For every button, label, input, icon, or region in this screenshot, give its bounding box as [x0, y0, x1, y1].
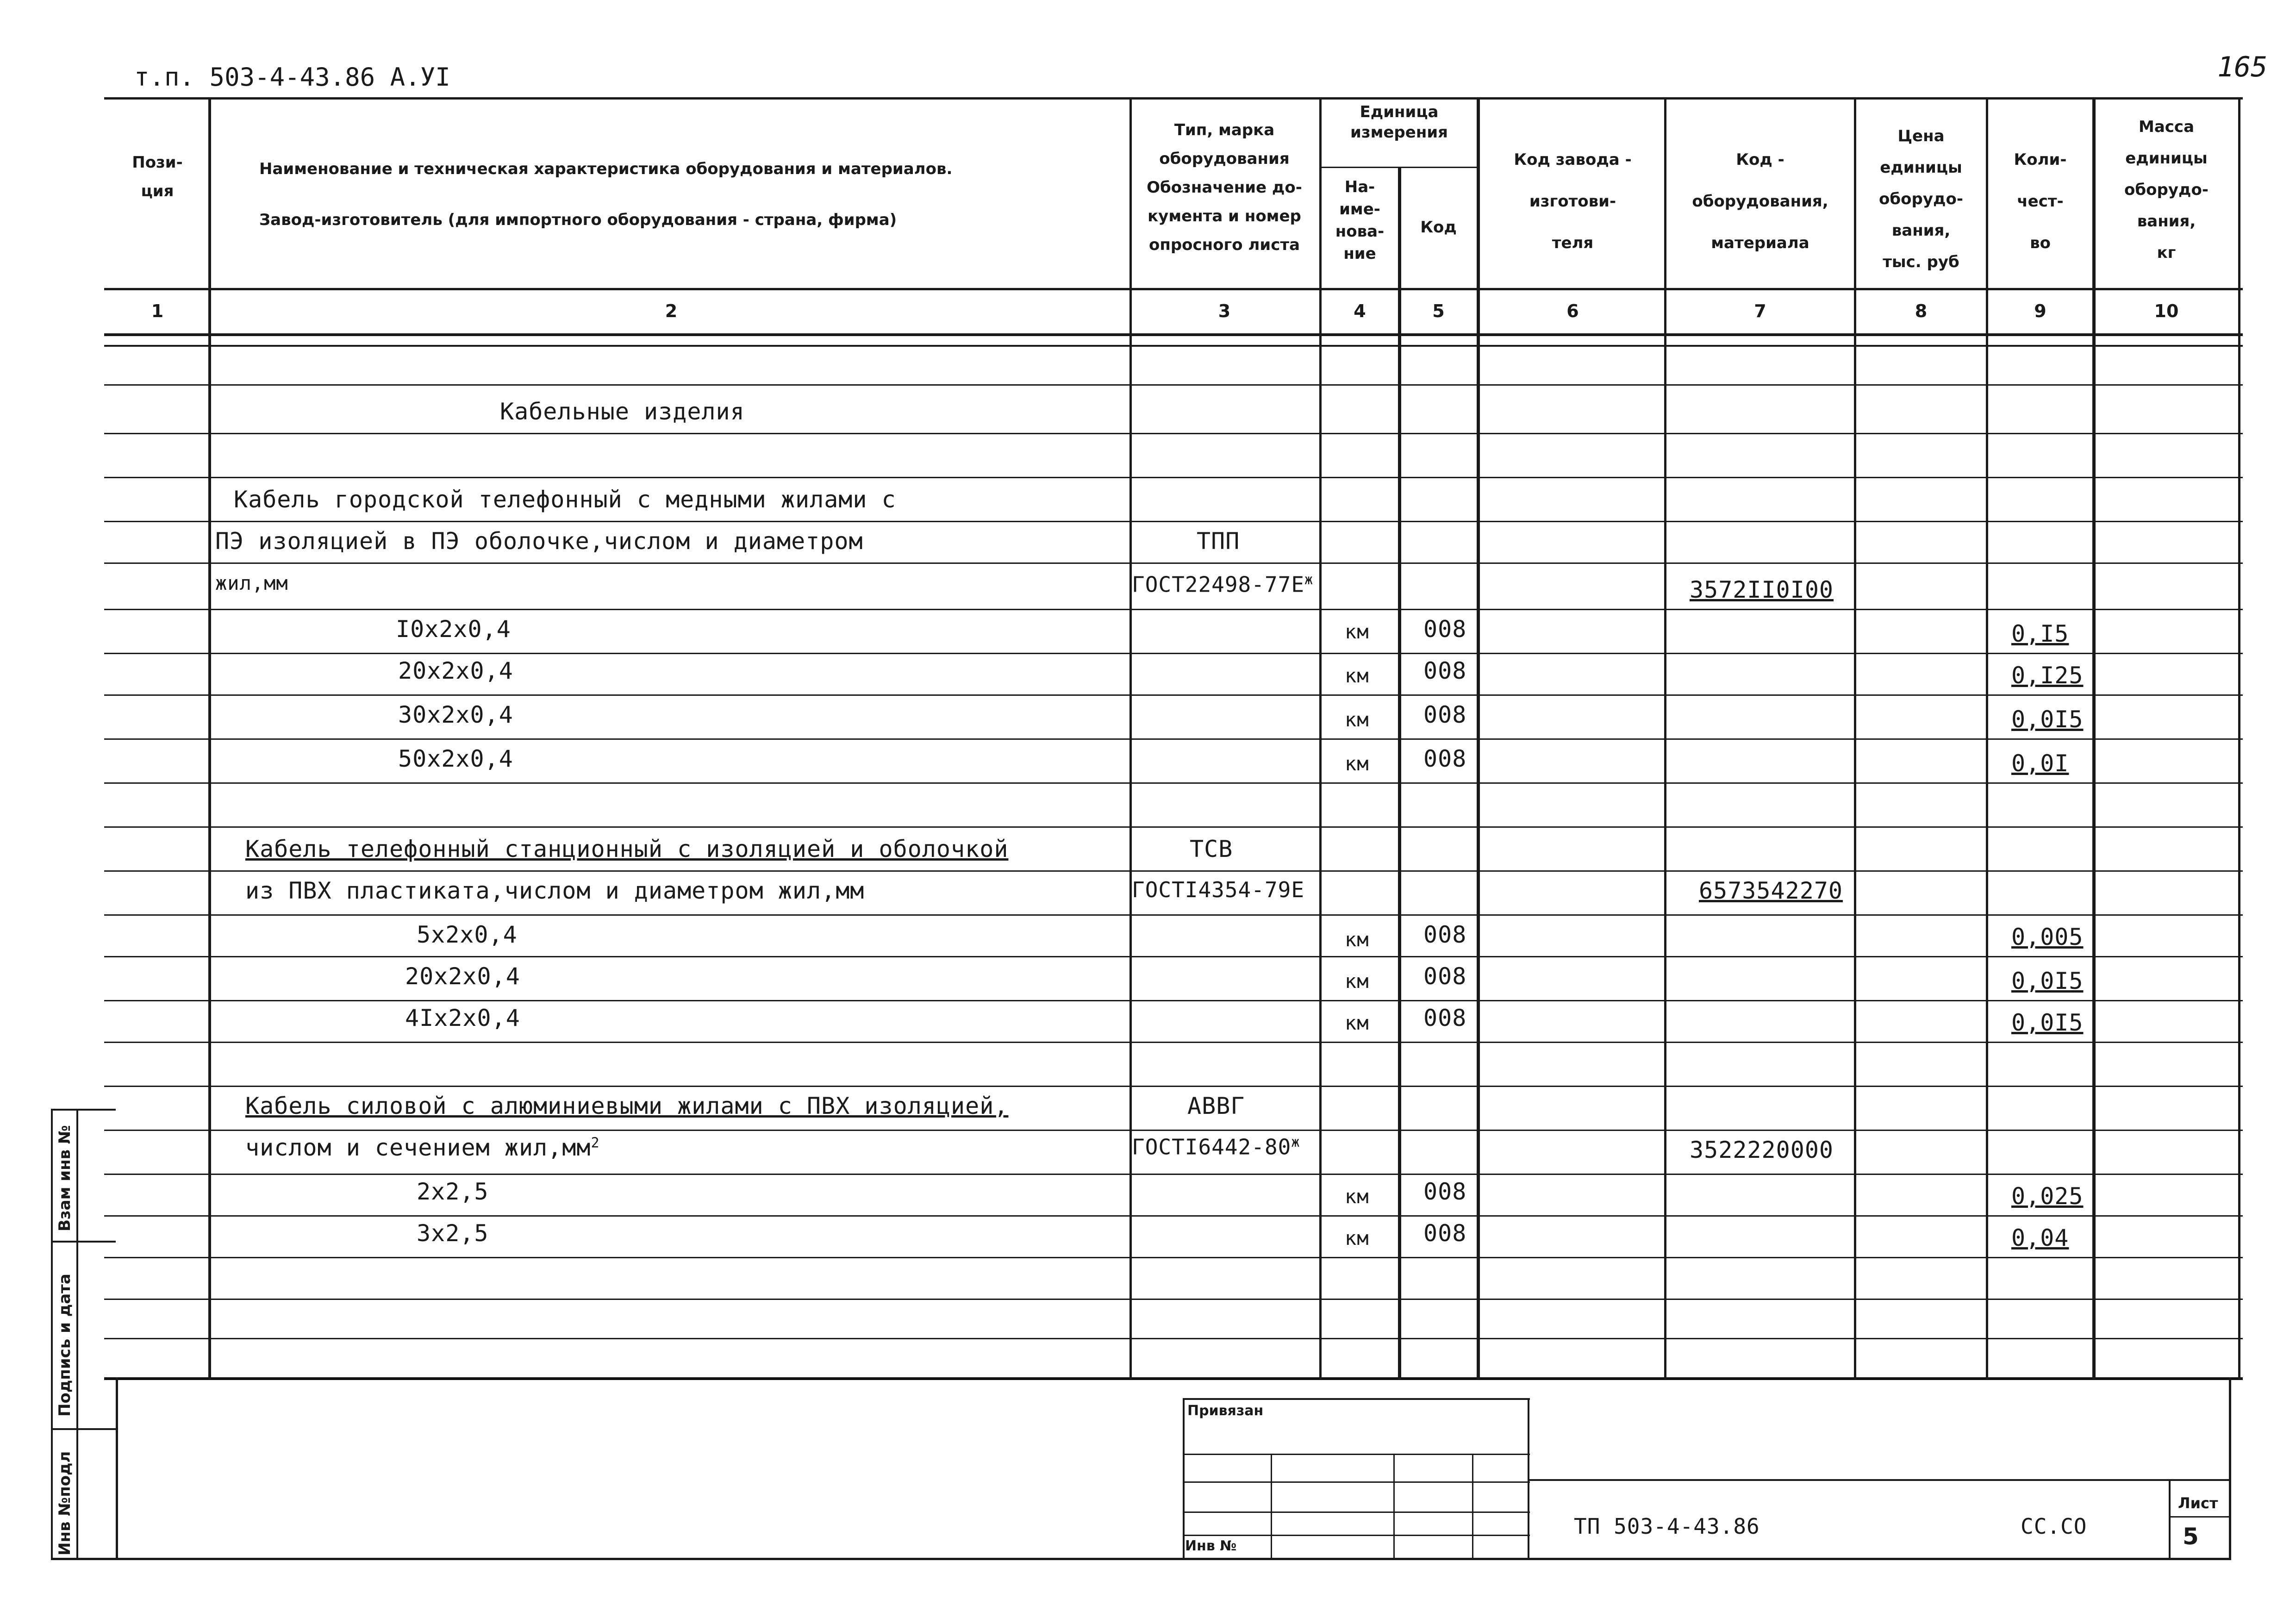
stamp-bound: Привязан [1187, 1403, 1264, 1419]
row-type: ТПП [1197, 528, 1240, 555]
col-header-9: Коли- чест- во [2014, 150, 2067, 252]
row-name: числом и сечением $жил,мм^2$ [245, 1134, 600, 1161]
row-name: ПЭ изоляцией в ПЭ оболочке,числом и диаметром [215, 528, 863, 555]
item-code: 008 [1423, 1005, 1467, 1031]
col-header-5: Код [1420, 218, 1457, 237]
item-qty: 0,0I [2011, 750, 2069, 777]
item-code: 008 [1423, 1178, 1467, 1205]
row-material-code: 3572II0I00 [1690, 576, 1834, 603]
item-code: 008 [1423, 745, 1467, 772]
item-qty: 0,0I5 [2011, 968, 2084, 994]
section-title: Кабельные изделия [500, 398, 745, 425]
item-name: 3x2,5 [417, 1220, 489, 1247]
item-code: 008 [1423, 921, 1467, 948]
item-unit: км [1345, 708, 1369, 731]
sheet-label: Лист [2178, 1494, 2218, 1512]
item-name: 20x2x0,4 [405, 963, 520, 990]
item-name: 50x2x0,4 [398, 745, 513, 772]
col-num-7: 7 [1754, 301, 1766, 321]
col-num-2: 2 [665, 301, 678, 321]
item-name: 5x2x0,4 [417, 921, 518, 948]
item-unit: км [1345, 752, 1369, 775]
item-unit: км [1345, 664, 1369, 687]
item-code: 008 [1423, 657, 1467, 684]
item-name: I0x2x0,4 [396, 616, 511, 643]
row-type: $ГОСТI6442-80^ж$ [1132, 1134, 1300, 1160]
page-mark: 165 [2217, 51, 2268, 83]
item-qty: 0,005 [2011, 924, 2084, 950]
col-header-1: Пози- ция [132, 153, 183, 200]
row-material-code: 3522220000 [1690, 1137, 1834, 1163]
row-name: жил,мм [215, 572, 288, 594]
item-code: 008 [1423, 1220, 1467, 1247]
row-type: АВВГ [1187, 1093, 1245, 1119]
col-num-1: 1 [151, 301, 164, 321]
col-header-6: Код завода - изготови- теля [1514, 150, 1632, 252]
item-unit: км [1345, 1185, 1369, 1208]
item-code: 008 [1423, 701, 1467, 728]
col-header-4: Единица измерения [1350, 103, 1448, 142]
item-unit: км [1345, 620, 1369, 643]
col-header-2: Наименование и техническая характеристика оборудования и материалов. Завод-изготовитель (для импортного оборудования - страна, фирма) [259, 160, 953, 229]
row-type: ТСВ [1190, 836, 1233, 862]
doc-code: ТП 503-4-43.86 [1574, 1514, 1760, 1539]
item-qty: 0,0I5 [2011, 706, 2084, 733]
row-material-code: 6573542270 [1699, 877, 1843, 904]
item-qty: 0,0I5 [2011, 1009, 2084, 1036]
row-name: Кабель городской телефонный с медными жилами с [234, 486, 896, 513]
sheet-number: 5 [2183, 1523, 2199, 1550]
col-header-4-sub: На- име- нова- ние [1335, 178, 1385, 263]
sheet-code: СС.СО [2021, 1514, 2087, 1539]
item-qty: 0,025 [2011, 1183, 2084, 1210]
col-header-10: Масса единицы оборудо- вания, кг [2124, 118, 2209, 262]
row-type: ГОСТI4354-79Е [1132, 877, 1305, 902]
col-num-8: 8 [1915, 301, 1928, 321]
col-num-5: 5 [1432, 301, 1445, 321]
row-name: из ПВХ пластиката,числом и диаметром жил,мм [245, 877, 865, 904]
row-type: $ГОСТ22498-77Е^ж$ [1132, 572, 1314, 597]
item-qty: 0,04 [2011, 1224, 2069, 1251]
col-num-3: 3 [1218, 301, 1231, 321]
col-num-6: 6 [1566, 301, 1579, 321]
item-unit: км [1345, 1012, 1369, 1034]
item-unit: км [1345, 970, 1369, 993]
stamp-inv: Инв № [1185, 1538, 1237, 1554]
col-num-9: 9 [2034, 301, 2046, 321]
sheet-header: т.п. 503-4-43.86 А.УI [134, 62, 450, 92]
row-name: Кабель силовой с алюминиевыми жилами с ПВХ изоляцией, [245, 1093, 1009, 1119]
item-qty: 0,I5 [2011, 620, 2069, 647]
item-name: 30x2x0,4 [398, 701, 513, 728]
item-code: 008 [1423, 616, 1467, 643]
item-qty: 0,I25 [2011, 662, 2084, 689]
col-header-7: Код - оборудования, материала [1692, 150, 1828, 252]
col-num-10: 10 [2154, 301, 2179, 321]
item-name: 2x2,5 [417, 1178, 489, 1205]
item-code: 008 [1423, 963, 1467, 990]
item-name: 4Ix2x0,4 [405, 1005, 520, 1031]
side-label-signature: Подпись и дата [56, 1274, 74, 1417]
item-unit: км [1345, 1227, 1369, 1249]
item-name: 20x2x0,4 [398, 657, 513, 684]
col-header-3: Тип, марка оборудования Обозначение до- кумента и номер опросного листа [1147, 121, 1302, 254]
side-label-inv: Инв №подл [56, 1451, 74, 1555]
side-label-replace: Взам инв № [56, 1125, 74, 1231]
col-num-4: 4 [1354, 301, 1366, 321]
col-header-8: Цена единицы оборудо- вания, тыс. руб [1879, 127, 1963, 271]
row-name: Кабель телефонный станционный с изоляцией и оболочкой [245, 836, 1009, 862]
item-unit: км [1345, 928, 1369, 951]
